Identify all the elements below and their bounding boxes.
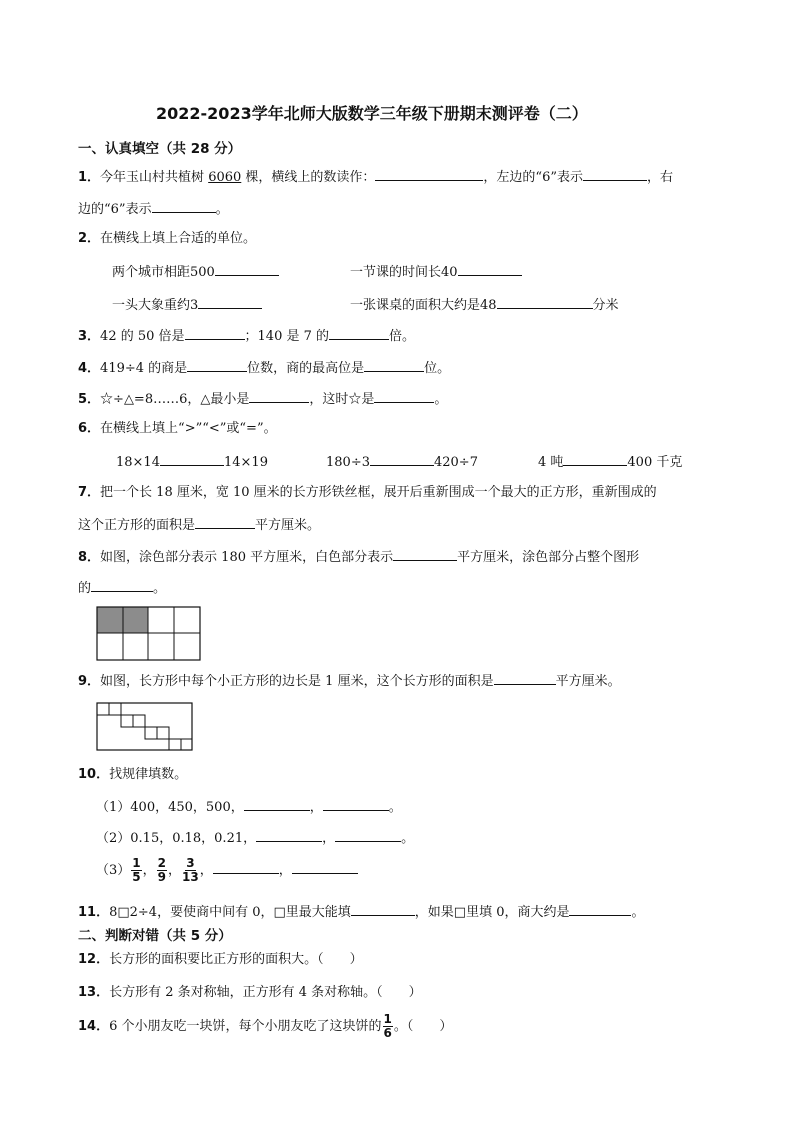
answer-blank[interactable] [583,167,647,181]
answer-blank[interactable] [198,295,262,309]
answer-blank[interactable] [364,358,424,372]
question-2: 2．在横线上填上合适的单位。 [78,231,257,246]
question-4: 4．419÷4 的商是 位数，商的最高位是 位。 [78,358,450,378]
answer-blank[interactable] [323,797,389,811]
page-title: 2022-2023学年北师大版数学三年级下册期末测评卷（二） [156,104,588,123]
answer-blank[interactable] [152,199,216,213]
fraction: $\frac{3}{13}$ [182,856,199,884]
answer-blank[interactable] [187,358,247,372]
question-12: 12．长方形的面积要比正方形的面积大。（ ） [78,952,363,967]
fraction: $\frac{1}{6}$ [383,1012,392,1040]
answer-blank[interactable] [213,860,279,874]
section-heading-fill: 一、认真填空（共 28 分） [78,141,242,157]
shaded-cell [97,607,123,633]
answer-blank[interactable] [375,167,483,181]
answer-blank[interactable] [160,452,224,466]
answer-blank[interactable] [91,578,153,592]
question-13: 13．长方形有 2 条对称轴，正方形有 4 条对称轴。（ ） [78,985,422,1000]
shaded-cell [123,607,148,633]
answer-blank[interactable] [563,452,627,466]
question-14: 14．6 个小朋友吃一块饼，每个小朋友吃了这块饼的 $\frac{1}{6}$ 。（ ） [78,1012,453,1040]
answer-blank[interactable] [497,295,593,309]
answer-blank[interactable] [244,797,310,811]
answer-blank[interactable] [329,326,389,340]
answer-blank[interactable] [494,671,556,685]
answer-blank[interactable] [185,326,245,340]
question-8-line2: 的 。 [78,578,166,598]
q2-item-c: 一头大象重约3 [112,295,262,315]
q10-seq-1: （1）400，450，500， ， 。 [96,797,402,817]
answer-blank[interactable] [569,902,631,916]
q10-seq-2: （2）0.15，0.18，0.21， ， 。 [96,828,414,848]
answer-blank[interactable] [351,902,415,916]
question-11: 11．8□2÷4，要使商中间有 0，□里最大能填 ，如果□里填 0，商大约是 。 [78,902,644,922]
q9-rectangle-figure [96,702,194,752]
q6-item-b: 180÷3 420÷7 [326,452,478,472]
section-heading-judge: 二、判断对错（共 5 分） [78,928,232,944]
answer-blank[interactable] [393,547,457,561]
question-7-line2: 这个正方形的面积是 平方厘米。 [78,515,320,535]
answer-blank[interactable] [458,262,522,276]
question-5: 5．☆÷△=8……6，△最小是 ，这时☆是 。 [78,389,447,409]
q6-item-a: 18×14 14×19 [116,452,268,472]
fraction: $\frac{2}{9}$ [157,856,167,884]
question-9: 9．如图，长方形中每个小正方形的边长是 1 厘米，这个长方形的面积是 平方厘米。 [78,671,621,691]
question-3: 3．42 的 50 倍是 ；140 是 7 的 倍。 [78,326,415,346]
fraction: $\frac{1}{5}$ [132,856,141,884]
question-1: 1．今年玉山村共植树 6060 棵，横线上的数读作： ，左边的“6”表示 ，右 [78,167,673,187]
question-10: 10．找规律填数。 [78,767,188,782]
answer-blank[interactable] [370,452,434,466]
answer-blank[interactable] [256,828,322,842]
q2-item-a: 两个城市相距500 [112,262,279,282]
question-6: 6．在横线上填上“>”“<”或“=”。 [78,421,277,436]
answer-blank[interactable] [335,828,401,842]
q2-item-b: 一节课的时间长40 [350,262,522,282]
answer-blank[interactable] [292,860,358,874]
answer-blank[interactable] [195,515,255,529]
question-1-line2: 边的“6”表示 。 [78,199,229,219]
answer-blank[interactable] [249,389,309,403]
question-7: 7．把一个长 18 厘米，宽 10 厘米的长方形铁丝框，展开后重新围成一个最大的正方形，重新围成的 [78,485,657,500]
answer-blank[interactable] [374,389,434,403]
q10-seq-3: （3） $\frac{1}{5}$ ， $\frac{2}{9}$ ， $\frac{3}{13}$ ， ， [96,856,358,886]
question-8: 8．如图，涂色部分表示 180 平方厘米，白色部分表示 平方厘米，涂色部分占整个图形 [78,547,639,567]
q6-item-c: 4 吨 400 千克 [538,452,682,472]
answer-blank[interactable] [215,262,279,276]
q8-grid-figure [96,606,202,662]
q2-item-d: 一张课桌的面积大约是48 分米 [350,295,619,315]
q1-number: 6060 [208,170,242,185]
